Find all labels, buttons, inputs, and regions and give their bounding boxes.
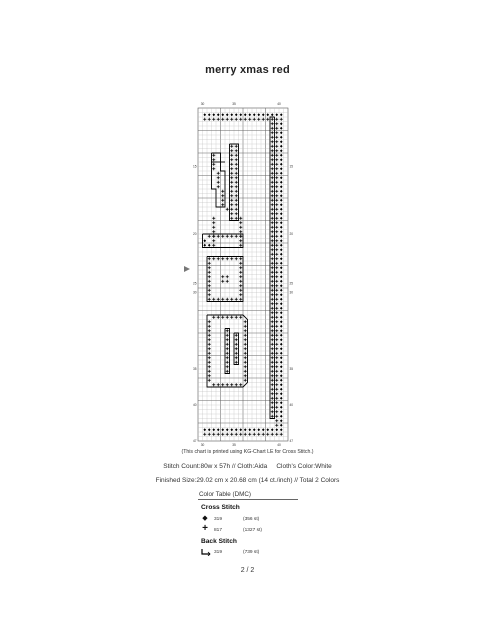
- top-axis-label: 40: [277, 102, 281, 106]
- right-axis-label: 47: [289, 439, 294, 443]
- plus-cross-icon: +: [202, 523, 208, 534]
- left-axis-label: 35: [192, 367, 197, 371]
- top-axis-label: 30: [200, 102, 205, 106]
- left-axis-label: 40: [192, 403, 197, 407]
- right-axis-label: 40: [289, 403, 294, 407]
- finished-size-text: Finished Size:29.02 cm x 20.68 cm (14 ct./inch) // Total 2 Colors: [155, 477, 340, 484]
- chart-caption: (This chart is printed using KG-Chart LE for Cross Stitch.): [181, 449, 314, 455]
- left-axis-label: 47: [192, 439, 197, 443]
- right-axis-label: 20: [289, 232, 294, 236]
- bottom-axis-label: 40: [277, 443, 281, 446]
- right-axis-label: 15: [289, 164, 294, 169]
- right-axis-label: 35: [289, 367, 294, 371]
- filled-diamond-icon: ◆: [202, 515, 208, 522]
- bottom-axis-label: 35: [232, 443, 236, 446]
- color-code: 817: [214, 528, 223, 533]
- stitch-count: (1327 st): [243, 528, 262, 533]
- color-code: 319: [214, 517, 223, 522]
- left-axis-label: 20: [192, 232, 197, 236]
- cross-stitch-heading: Cross Stitch: [201, 504, 240, 511]
- stitch-count: (739 st): [243, 550, 260, 555]
- left-axis-label: 15: [192, 164, 197, 169]
- top-axis-label: 35: [232, 102, 236, 106]
- stitch-count-text: Stitch Count:80w x 57h // Cloth:Aida Cloth's Color:White: [163, 463, 332, 470]
- stitch-count: (356 st): [243, 517, 260, 522]
- page-indicator: 2 / 2: [240, 567, 255, 574]
- left-axis-label: 25: [192, 281, 197, 286]
- color-table-divider: [198, 499, 298, 500]
- color-code: 319: [214, 550, 223, 555]
- left-axis-label: 30: [192, 290, 197, 295]
- color-table-title: Color Table (DMC): [199, 491, 252, 498]
- bottom-axis-label: 30: [200, 443, 205, 446]
- chart-title: merry xmas red: [205, 64, 290, 76]
- right-axis-label: 25: [289, 281, 294, 286]
- backstitch-line-icon: [201, 548, 211, 556]
- right-axis-label: 30: [289, 290, 294, 295]
- cross-stitch-chart: [190, 96, 304, 446]
- back-stitch-heading: Back Stitch: [201, 538, 237, 545]
